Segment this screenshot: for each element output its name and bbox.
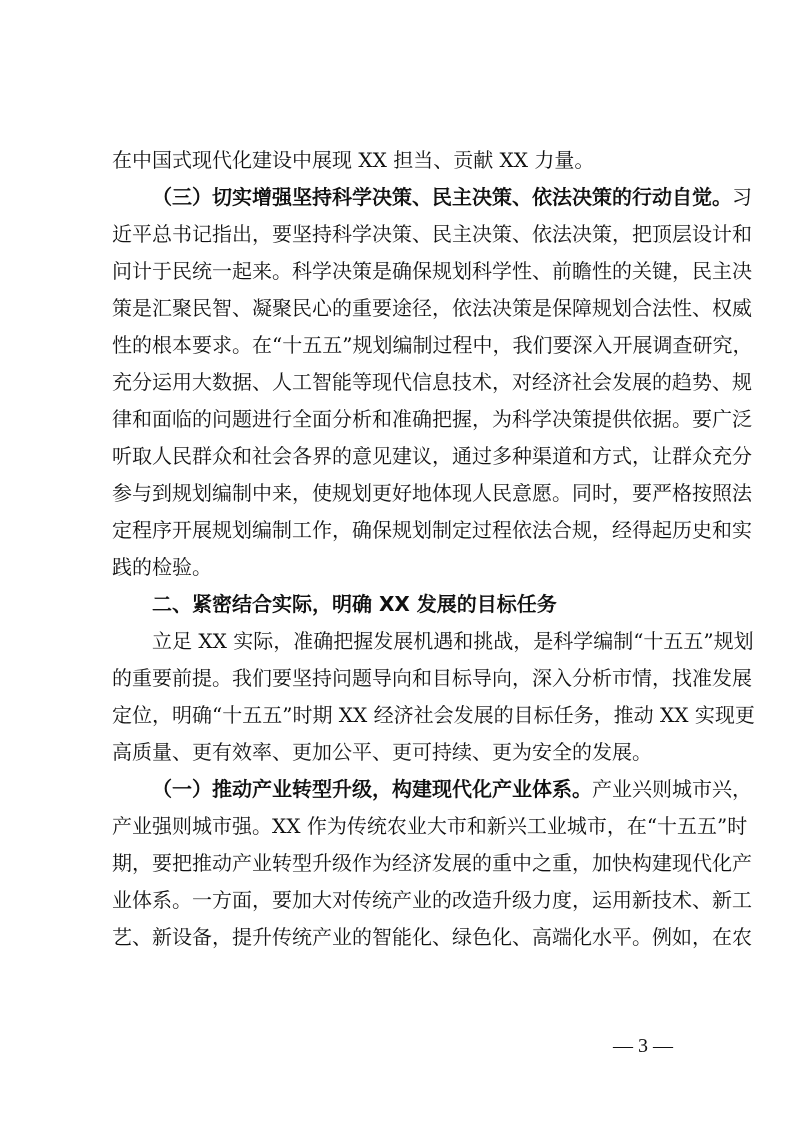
- paragraph-continuation: [112, 142, 682, 179]
- text-line: 高质量、更有效率、更加公平、更可持续、更为安全的发展。: [112, 740, 652, 764]
- text-line: [112, 179, 752, 216]
- text-line: 定位，明确“十五五”时期 XX 经济社会发展的目标任务，推动 XX 实现更: [112, 703, 755, 727]
- subsection-lead: （三）切实增强坚持科学决策、民主决策、依法决策的行动自觉。: [152, 185, 732, 209]
- section-heading: 二、紧密结合实际，明确 XX 发展的目标任务: [152, 592, 557, 616]
- text-run: 习: [732, 185, 752, 209]
- paragraph-subsection-3: [112, 179, 753, 586]
- paragraph-section-intro: [112, 623, 755, 771]
- text-line: 性的根本要求。在“十五五”规划编制过程中，我们要深入开展调查研究，: [112, 333, 753, 357]
- text-line: 定程序开展规划编制工作，确保规划制定过程依法合规，经得起历史和实: [112, 518, 752, 542]
- text-line: 策是汇聚民智、凝聚民心的重要途径，依法决策是保障规划合法性、权威: [112, 296, 752, 320]
- section-heading-2: [112, 586, 682, 623]
- page-content: [112, 142, 755, 956]
- text-line: 产业强则城市强。XX 作为传统农业大市和新兴工业城市，在“十五五”时: [112, 814, 748, 838]
- page-number: — 3 —: [613, 1035, 673, 1057]
- text-line: 近平总书记指出，要坚持科学决策、民主决策、依法决策，把顶层设计和: [112, 222, 752, 246]
- text-line: [112, 771, 752, 808]
- text-line: 充分运用大数据、人工智能等现代信息技术，对经济社会发展的趋势、规: [112, 370, 752, 394]
- text-line: 在中国式现代化建设中展现 XX 担当、贡献 XX 力量。: [112, 148, 595, 172]
- text-run: 产业兴则城市兴，: [592, 777, 752, 801]
- text-line: 参与到规划编制中来，使规划更好地体现人民意愿。同时，要严格按照法: [112, 481, 752, 505]
- text-line: 听取人民群众和社会各界的意见建议，通过多种渠道和方式，让群众充分: [112, 444, 752, 468]
- subsection-lead: （一）推动产业转型升级，构建现代化产业体系。: [152, 777, 592, 801]
- paragraph-subsection-1: [112, 771, 752, 956]
- text-line: 期，要把推动产业转型升级作为经济发展的重中之重，加快构建现代化产: [112, 851, 752, 875]
- text-line: 律和面临的问题进行全面分析和准确把握，为科学决策提供依据。要广泛: [112, 407, 752, 431]
- text-line: 立足 XX 实际，准确把握发展机遇和挑战，是科学编制“十五五”规划: [152, 629, 754, 653]
- text-line: 艺、新设备，提升传统产业的智能化、绿色化、高端化水平。例如，在农: [112, 925, 752, 949]
- text-line: 业体系。一方面，要加大对传统产业的改造升级力度，运用新技术、新工: [112, 888, 752, 912]
- text-line: 的重要前提。我们要坚持问题导向和目标导向，深入分析市情，找准发展: [112, 666, 752, 690]
- text-line: 践的检验。: [112, 555, 212, 579]
- text-line: 问计于民统一起来。科学决策是确保规划科学性、前瞻性的关键，民主决: [112, 259, 752, 283]
